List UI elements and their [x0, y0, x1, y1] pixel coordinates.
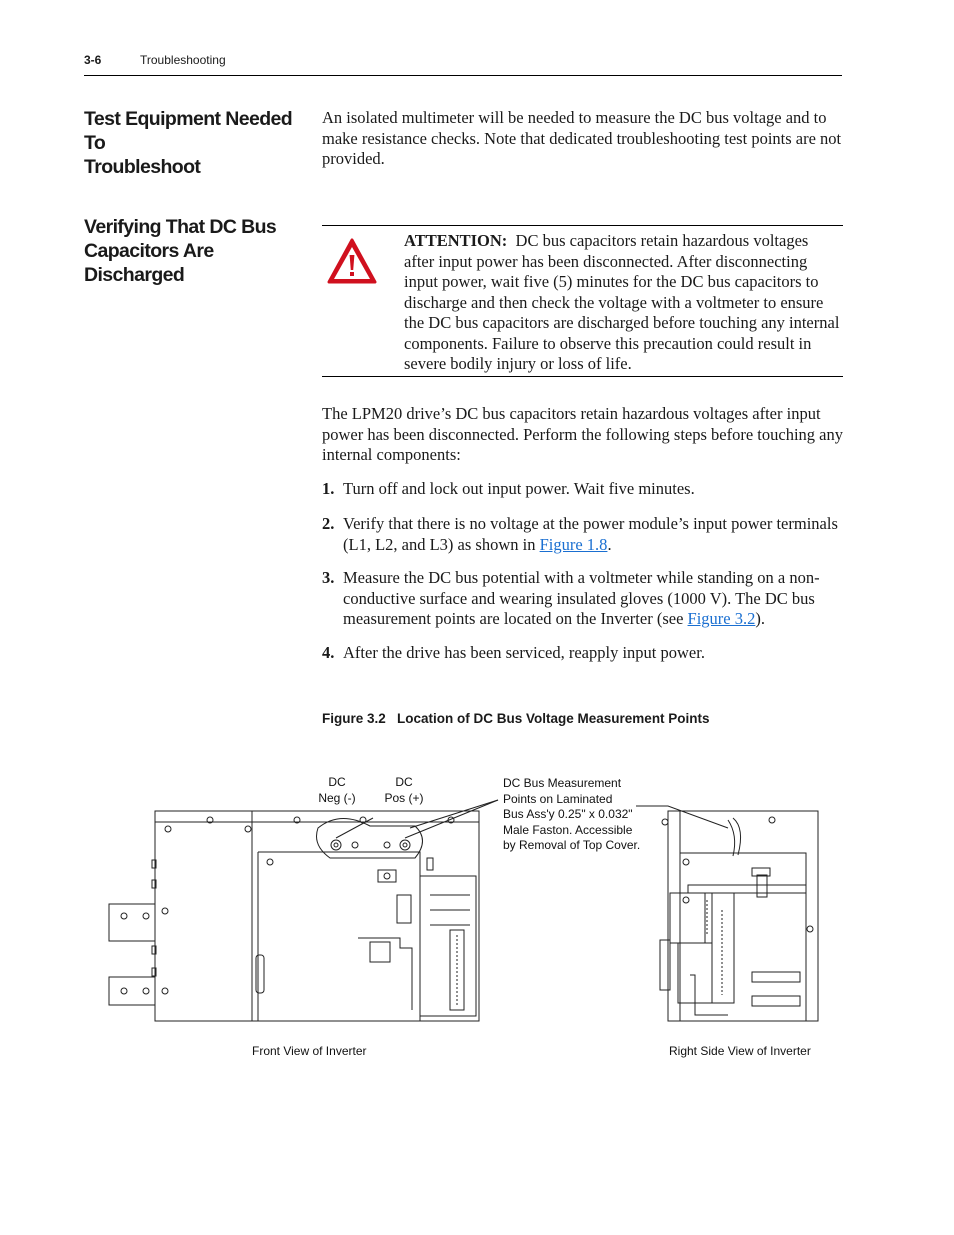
step-text-part: Verify that there is no voltage at the power module’s input power terminals (L1, L2, and L3) as shown in [343, 514, 838, 554]
verifying-intro: The LPM20 drive’s DC bus capacitors retain hazardous voltages after input power has been disconnected. Perform the following steps before touching any internal components: [322, 404, 843, 464]
dc-neg-label-line1: DC [328, 775, 346, 789]
step-text-part: . [607, 534, 612, 554]
step-text: After the drive has been serviced, reapply input power. [343, 643, 705, 662]
callout-line: by Removal of Top Cover. [503, 838, 641, 852]
dc-pos-label-line2: Pos (+) [384, 790, 424, 805]
step-number: 3. [322, 568, 335, 587]
page-number: 3-6 [84, 53, 102, 67]
step-number: 1. [322, 479, 335, 498]
step-text-part: Measure the DC bus potential with a voltmeter while standing on a non-conductive surface and wearing insulated gloves (1000 V). The DC bus measurement points are located on the Inverter (see [343, 568, 820, 628]
callout-line: Male Faston. Accessible [503, 822, 633, 837]
callout-line: Points on Laminated [503, 791, 613, 806]
step-number: 4. [322, 643, 335, 662]
figure-3-2-link[interactable]: Figure 3.2 [687, 609, 756, 628]
attention-label: ATTENTION: [404, 231, 508, 250]
callout-line: Bus Ass'y 0.25" x 0.032" [503, 807, 633, 821]
callout-line: DC Bus Measurement [503, 776, 622, 790]
verifying-heading-line1: Verifying That DC Bus [84, 216, 277, 238]
dc-pos-label-line1: DC [395, 775, 413, 789]
front-view-drawing [109, 800, 498, 1021]
step-text-part: ). [755, 609, 765, 628]
figure-1-8-link[interactable]: Figure 1.8 [539, 534, 608, 554]
verifying-heading-line2: Capacitors Are Discharged [84, 240, 214, 286]
attention-message: DC bus capacitors retain hazardous voltages after input power has been disconnected. After disconnecting input power, wait five (5) minutes for the DC bus capacitors to discharge and then check the voltage with a voltmeter to ensure the DC bus capacitors are discharged before touching any internal components. Failure to observe this precaution could result in severe bodily injury or loss of life. [404, 231, 840, 373]
dc-neg-label-line2: Neg (-) [318, 790, 356, 805]
figure-caption: Figure 3.2 Location of DC Bus Voltage Measurement Points [322, 711, 710, 726]
running-header: Troubleshooting [140, 53, 226, 67]
side-view-label: Right Side View of Inverter [669, 1044, 811, 1058]
front-view-label: Front View of Inverter [252, 1044, 367, 1058]
test-equipment-body: An isolated multimeter will be needed to measure the DC bus voltage and to make resistance checks. Note that dedicated troubleshooting test points are not provided. [322, 108, 842, 168]
step-text: Turn off and lock out input power. Wait five minutes. [343, 479, 695, 498]
test-equipment-heading-line1: Test Equipment Needed To [84, 108, 293, 154]
test-equipment-heading-line2: Troubleshoot [84, 156, 201, 178]
step-number: 2. [322, 514, 335, 533]
side-view-drawing [636, 806, 818, 1021]
